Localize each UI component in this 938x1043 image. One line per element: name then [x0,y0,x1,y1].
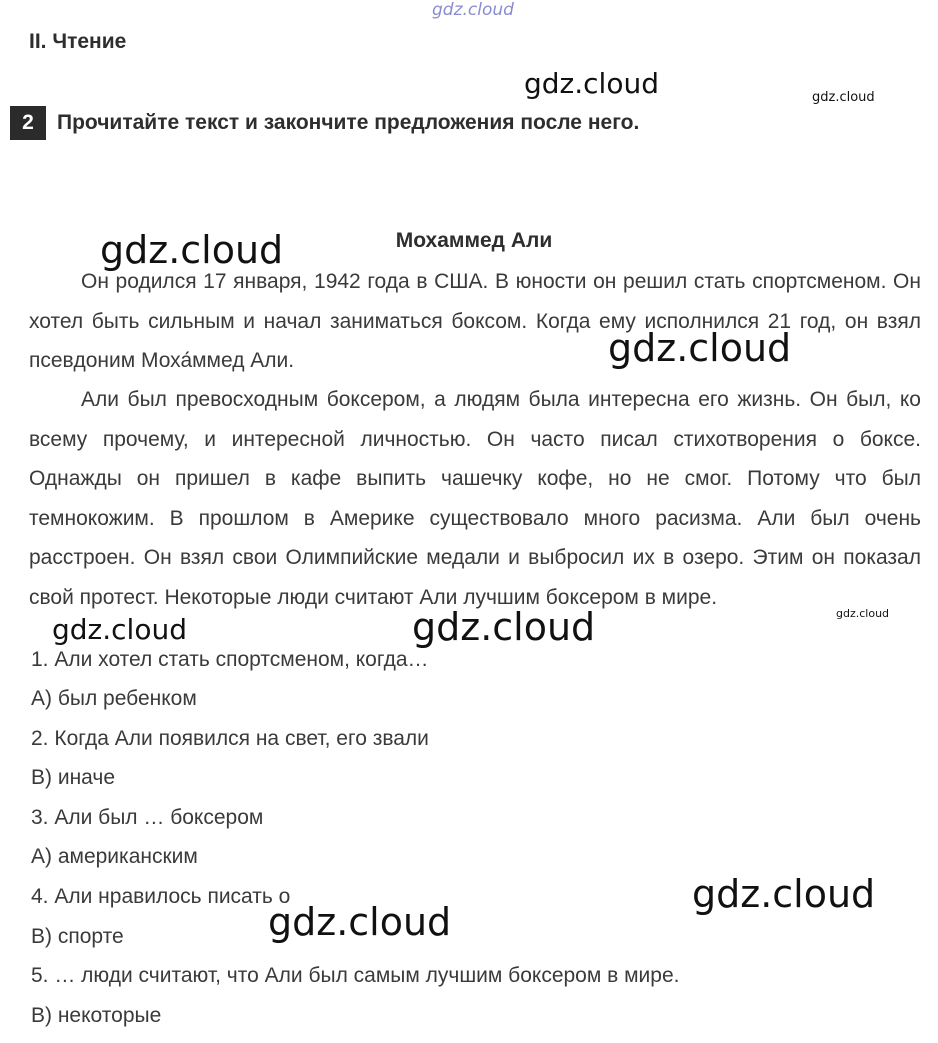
question-prompt: 5. … люди считают, что Али был самым лучшим боксером в мире. [31,964,680,987]
task-instruction: Прочитайте текст и закончите предложения после него. [57,111,640,134]
watermark: gdz.cloud [268,900,452,944]
task-number: 2 [22,111,34,134]
question-answer: А) был ребенком [31,687,197,710]
watermark: gdz.cloud [608,326,792,370]
watermark: gdz.cloud [692,872,876,916]
story-paragraph: Он родился 17 января, 1942 года в США. В юности он решил стать спортсменом. Он хотел быть сильным и начал заниматься боксом. Когда ему исполнился 21 год, он взял псевдоним Моха́ммед Али. [29,270,921,372]
story-paragraph: Али был превосходным боксером, а людям была интересна его жизнь. Он был, ко всему прочему, и интересной личностью. Он часто писал стихотворения о боксе. Однажды он пришел в кафе выпить чашечку кофе, но не смог. Потому что был темнокожим. В прошлом в Америке существовало много расизма. Али был очень расстроен. Он взял свои Олимпийские медали и выбросил их в озеро. Этим он показал свой протест. Некоторые люди считают Али лучшим боксером в мире. [29,388,921,609]
watermark: gdz.cloud [836,607,890,620]
question-prompt: 4. Али нравилось писать о [31,885,291,908]
watermark: gdz.cloud [432,0,514,20]
watermark: gdz.cloud [52,613,187,646]
watermark: gdz.cloud [100,228,284,272]
watermark: gdz.cloud [412,605,596,649]
question-answer: А) американским [31,845,198,868]
question-answer: В) некоторые [31,1004,162,1027]
question-answer: В) спорте [31,925,124,948]
question-prompt: 2. Когда Али появился на свет, его звали [31,727,429,750]
section-title: II. Чтение [29,30,127,53]
task-number-badge [10,106,46,140]
question-prompt: 1. Али хотел стать спортсменом, когда… [31,648,429,671]
watermark: gdz.cloud [524,67,659,100]
question-prompt: 3. Али был … боксером [31,806,264,829]
story-title: Мохаммед Али [395,229,553,252]
question-answer: В) иначе [31,766,115,789]
watermark: gdz.cloud [812,90,875,105]
